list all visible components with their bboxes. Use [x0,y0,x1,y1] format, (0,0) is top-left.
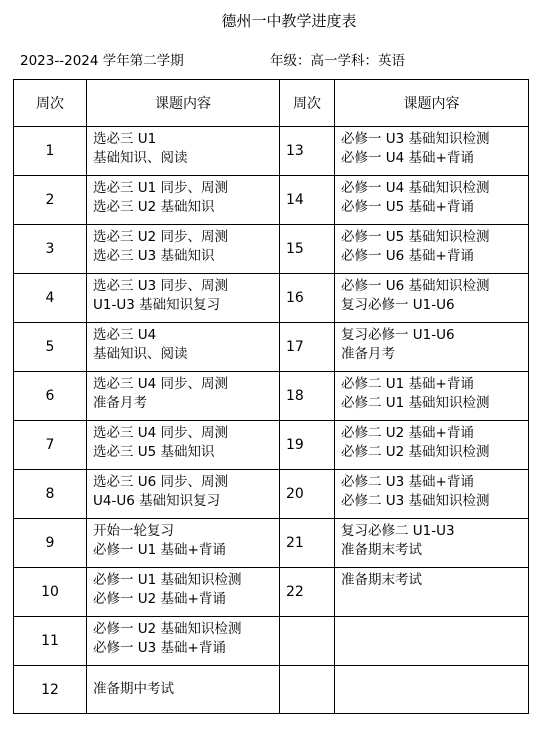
lesson-content [87,470,280,519]
table-row [14,372,529,421]
table-row [14,666,529,714]
table-row [14,225,529,274]
content-line: 准备月考 [93,395,147,411]
week-number: 22 [280,568,335,617]
lesson-content [87,617,280,666]
content-line: 必修一 U4 基础+背诵 [341,150,474,166]
content-line: 必修二 U3 基础+背诵 [341,474,474,490]
lesson-content [87,372,280,421]
content-line: 必修二 U1 基础+背诵 [341,376,474,392]
lesson-content [87,666,280,714]
header-content-b: 课题内容 [335,80,529,127]
lesson-content [87,421,280,470]
content-line: 复习必修一 U1-U6 [341,297,455,313]
content-line: 选必三 U5 基础知识 [93,444,215,460]
week-number: 13 [280,127,335,176]
content-line: 选必三 U1 [93,131,157,147]
table-row [14,617,529,666]
week-number: 2 [14,176,87,225]
content-line: 选必三 U2 同步、周测 [93,229,229,245]
table-row [14,127,529,176]
week-number [280,617,335,666]
content-line: 基础知识、阅读 [93,346,188,362]
term-label: 2023--2024 学年第二学期 [20,53,184,69]
week-number: 7 [14,421,87,470]
content-line: 必修一 U2 基础+背诵 [93,591,226,607]
week-number [280,666,335,714]
table-row [14,519,529,568]
schedule-table [13,79,529,714]
content-line: 选必三 U6 同步、周测 [93,474,229,490]
header-week-a: 周次 [14,80,87,127]
content-line: 必修一 U6 基础+背诵 [341,248,474,264]
content-line: 复习必修一 U1-U6 [341,327,455,343]
content-line: 选必三 U4 同步、周测 [93,376,229,392]
table-row [14,176,529,225]
table-header-row [14,80,529,127]
content-line [341,590,528,609]
content-line: U4-U6 基础知识复习 [93,493,221,509]
content-line: 必修二 U1 基础知识检测 [341,395,490,411]
week-number: 18 [280,372,335,421]
content-line [341,620,528,639]
content-line [341,639,528,658]
content-line: 选必三 U4 [93,327,157,343]
content-line: 必修一 U4 基础知识检测 [341,180,490,196]
lesson-content [335,127,529,176]
lesson-content [87,127,280,176]
table-row [14,274,529,323]
content-line: 必修一 U6 基础知识检测 [341,278,490,294]
lesson-content [335,421,529,470]
week-number: 10 [14,568,87,617]
week-number: 16 [280,274,335,323]
lesson-content [335,176,529,225]
content-line [341,669,528,688]
content-line: 选必三 U3 同步、周测 [93,278,229,294]
week-number: 17 [280,323,335,372]
lesson-content [335,568,529,617]
week-number: 15 [280,225,335,274]
week-number: 1 [14,127,87,176]
content-line: 准备期中考试 [93,681,174,697]
lesson-content [87,323,280,372]
table-row [14,470,529,519]
content-line: 准备期末考试 [341,542,422,558]
content-line: 必修一 U1 基础知识检测 [93,572,242,588]
lesson-content [335,470,529,519]
content-line: 选必三 U1 同步、周测 [93,180,229,196]
lesson-content [335,666,529,714]
content-line: 准备月考 [341,346,395,362]
lesson-content [87,176,280,225]
lesson-content [335,617,529,666]
week-number: 19 [280,421,335,470]
week-number: 3 [14,225,87,274]
content-line: 开始一轮复习 [93,523,174,539]
lesson-content [335,372,529,421]
week-number: 9 [14,519,87,568]
grade-subject-label: 年级：高一学科：英语 [270,53,405,69]
lesson-content [87,274,280,323]
week-number: 6 [14,372,87,421]
lesson-content [335,519,529,568]
content-line: U1-U3 基础知识复习 [93,297,221,313]
content-line: 选必三 U4 同步、周测 [93,425,229,441]
lesson-content [87,568,280,617]
content-line: 必修一 U1 基础+背诵 [93,542,226,558]
week-number: 11 [14,617,87,666]
week-number: 5 [14,323,87,372]
lesson-content [335,225,529,274]
content-line: 必修一 U5 基础+背诵 [341,199,474,215]
content-line: 必修二 U2 基础+背诵 [341,425,474,441]
week-number: 20 [280,470,335,519]
content-line: 准备期末考试 [341,572,422,588]
content-line: 必修一 U3 基础+背诵 [93,640,226,656]
content-line: 必修一 U2 基础知识检测 [93,621,242,637]
week-number: 8 [14,470,87,519]
content-line: 复习必修二 U1-U3 [341,523,455,539]
content-line: 选必三 U2 基础知识 [93,199,215,215]
content-line: 必修一 U3 基础知识检测 [341,131,490,147]
lesson-content [87,225,280,274]
lesson-content [335,274,529,323]
table-row [14,568,529,617]
table-row [14,323,529,372]
header-week-b: 周次 [280,80,335,127]
lesson-content [335,323,529,372]
content-line: 必修一 U5 基础知识检测 [341,229,490,245]
table-row [14,421,529,470]
content-line: 必修二 U3 基础知识检测 [341,493,490,509]
content-line: 基础知识、阅读 [93,150,188,166]
week-number: 12 [14,666,87,714]
week-number: 21 [280,519,335,568]
header-content-a: 课题内容 [87,80,280,127]
content-line: 选必三 U3 基础知识 [93,248,215,264]
week-number: 4 [14,274,87,323]
lesson-content [87,519,280,568]
content-line: 必修二 U2 基础知识检测 [341,444,490,460]
week-number: 14 [280,176,335,225]
document-title: 德州一中教学进度表 [221,12,357,30]
